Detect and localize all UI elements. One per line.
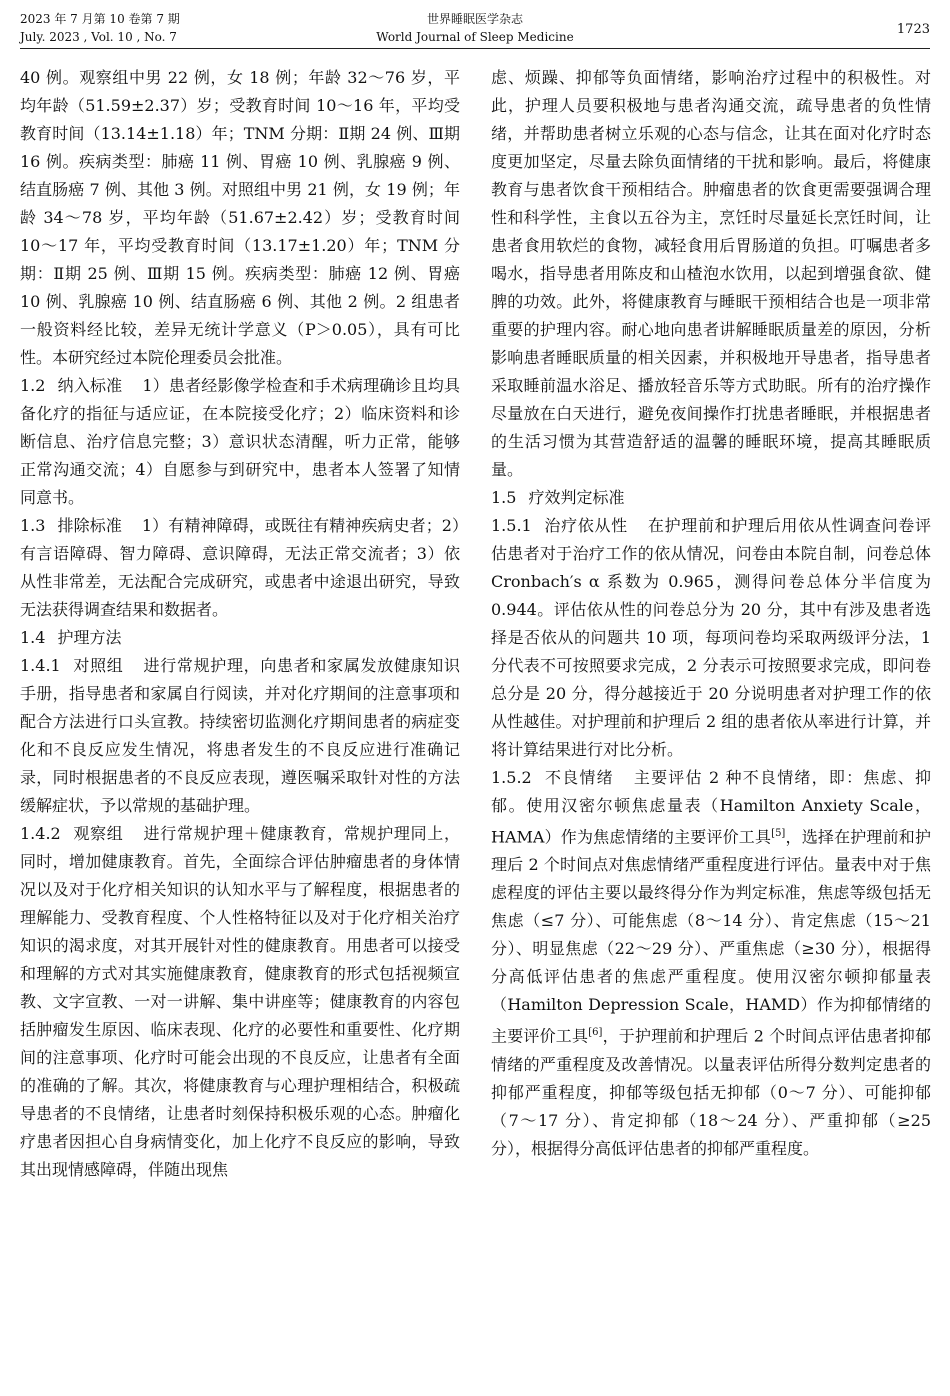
left-column	[20, 64, 460, 1184]
page-number: 1723	[896, 22, 930, 37]
section-title: 治疗依从性	[543, 516, 628, 535]
section-1-4	[20, 624, 460, 652]
section-body: 1）患者经影像学检查和手术病理确诊且均具备化疗的指征与适应证，在本院接受化疗；2）临床资料和诊断信息、治疗信息完整；3）意识状态清醒，听力正常，能够正常沟通交流；4）自愿参与到研究中，患者本人签署了知情同意书。	[20, 376, 460, 507]
section-1-5	[491, 484, 931, 512]
section-1-2	[20, 372, 460, 512]
section-1-4-2	[20, 820, 460, 1184]
section-body: 进行常规护理，向患者和家属发放健康知识手册，指导患者和家属自行阅读，并对化疗期间的注意事项和配合方法进行口头宣教。持续密切监测化疗期间患者的病症变化和不良反应发生情况，将患者发生的不良反应进行准确记录，同时根据患者的不良反应表现，遵医嘱采取针对性的方法缓解症状，予以常规的基础护理。	[20, 656, 460, 815]
section-body-cont: ，选择在护理前和护理后 2 个时间点对焦虑情绪严重程度进行评估。量表中对于焦虑程度的评估主要以最终得分作为判定标准，焦虑等级包括无焦虑（≤7 分）、可能焦虑（8～14 分）、肯定焦虑（15～21 分）、明显焦虑（22～29 分）、严重焦虑（≥30 分），根据得分高低评估患者的焦虑严重程度。使用汉密尔顿抑郁量表（Hamilton Depression Scale，HAMD）作为抑郁情绪的主要评价工具	[491, 827, 931, 1046]
section-title: 观察组	[72, 824, 124, 843]
section-1-3	[20, 512, 460, 624]
header-issue-en: July. 2023 , Vol. 10 , No. 7	[20, 30, 177, 44]
section-title: 排除标准	[57, 516, 122, 535]
section-1-4-1	[20, 652, 460, 820]
journal-title-en: World Journal of Sleep Medicine	[376, 30, 574, 44]
running-header	[20, 10, 930, 49]
section-title: 疗效判定标准	[528, 488, 625, 507]
section-number: 1.5.1	[491, 516, 532, 535]
citation-ref-5: [5]	[771, 828, 786, 839]
section-number: 1.4	[20, 628, 46, 647]
section-number: 1.5	[491, 488, 517, 507]
paragraph-general-data: 40 例。观察组中男 22 例，女 18 例；年龄 32～76 岁，平均年龄（51.59±2.37）岁；受教育时间 10～16 年，平均受教育时间（13.14±1.18）年；TNM 分期：Ⅱ期 24 例、Ⅲ期 16 例。疾病类型：肺癌 11 例、胃癌 10 例、乳腺癌 9 例、结直肠癌 7 例、其他 3 例。对照组中男 21 例，女 19 例；年龄 34～78 岁，平均年龄（51.67±2.42）岁；受教育时间 10～17 年，平均受教育时间（13.17±1.20）年；TNM 分期：Ⅱ期 25 例、Ⅲ期 15 例。疾病类型：肺癌 12 例、胃癌 10 例、乳腺癌 10 例、结直肠癌 6 例、其他 2 例。2 组患者一般资料经比较，差异无统计学意义（P＞0.05），具有可比性。本研究经过本院伦理委员会批准。	[20, 68, 460, 367]
paragraph-continued: 虑、烦躁、抑郁等负面情绪，影响治疗过程中的积极性。对此，护理人员要积极地与患者沟通交流，疏导患者的负性情绪，并帮助患者树立乐观的心态与信念，让其在面对化疗时态度更加坚定，尽量去除负面情绪的干扰和影响。最后，将健康教育与患者饮食干预相结合。肿瘤患者的饮食更需要强调合理性和科学性，主食以五谷为主，烹饪时尽量延长烹饪时间，让患者食用软烂的食物，减轻食用后胃肠道的负担。叮嘱患者多喝水，指导患者用陈皮和山楂泡水饮用，以起到增强食欲、健脾的功效。此外，将健康教育与睡眠干预相结合也是一项非常重要的护理内容。耐心地向患者讲解睡眠质量差的原因，分析影响患者睡眠质量的相关因素，并积极地开导患者，指导患者采取睡前温水浴足、播放轻音乐等方式助眠。所有的治疗操作尽量放在白天进行，避免夜间操作打扰患者睡眠，并根据患者的生活习惯为其营造舒适的温馨的睡眠环境，提高其睡眠质量。	[491, 68, 931, 479]
citation-ref-6: [6]	[588, 1027, 603, 1039]
section-title: 纳入标准	[57, 376, 123, 395]
section-body: 1）有精神障碍，或既往有精神疾病史者；2）有言语障碍、智力障碍、意识障碍，无法正常交流者；3）依从性非常差，无法配合完成研究，或患者中途退出研究，导致无法获得调查结果和数据者。	[20, 516, 460, 619]
section-title: 不良情绪	[543, 768, 614, 787]
section-number: 1.5.2	[491, 768, 532, 787]
section-title: 护理方法	[57, 628, 122, 647]
right-column	[491, 64, 931, 1163]
section-body: 主要评估 2 种不良情绪，即：焦虑、抑郁。使用汉密尔顿焦虑量表（Hamilton Anxiety Scale，HAMA）作为焦虑情绪的主要评价工具	[491, 768, 931, 847]
section-body: 在护理前和护理后用依从性调查问卷评估患者对于治疗工作的依从情况，问卷由本院自制，问卷总体 Cronbach′s α 系数为 0.965，测得问卷总体分半信度为 0.944。评估依从性的问卷总分为 20 分，其中有涉及患者选择是否依从的问题共 10 项，每项问卷均采取两级评分法，1 分代表不可按照要求完成，2 分表示可按照要求完成，即问卷总分是 20 分，得分越接近于 20 分说明患者对护理工作的依从性越佳。对护理前和护理后 2 组的患者依从率进行计算，并将计算结果进行对比分析。	[491, 516, 931, 759]
section-number: 1.2	[20, 376, 46, 395]
section-1-5-2	[491, 764, 931, 1163]
header-issue-cn: 2023 年 7 月第 10 卷第 7 期	[20, 12, 180, 26]
section-number: 1.4.1	[20, 656, 61, 675]
section-1-5-1	[491, 512, 931, 764]
section-body: 进行常规护理＋健康教育，常规护理同上，同时，增加健康教育。首先，全面综合评估肿瘤患者的身体情况以及对于化疗相关知识的认知水平与了解程度，根据患者的理解能力、受教育程度、个人性格特征以及对于化疗相关治疗知识的渴求度，对其开展针对性的健康教育。用患者可以接受和理解的方式对其实施健康教育，健康教育的形式包括视频宣教、文字宣教、一对一讲解、集中讲座等；健康教育的内容包括肿瘤发生原因、临床表现、化疗的必要性和重要性、化疗期间的注意事项、化疗时可能会出现的不良反应，让患者有全面的准确的了解。其次，将健康教育与心理护理相结合，积极疏导患者的不良情绪，让患者时刻保持积极乐观的心态。肿瘤化疗患者因担心自身病情变化，加上化疗不良反应的影响，导致其出现情感障碍，伴随出现焦	[20, 824, 460, 1179]
section-title: 对照组	[72, 656, 124, 675]
section-body-cont: ，于护理前和护理后 2 个时间点评估患者抑郁情绪的严重程度及改善情况。以量表评估所得分数判定患者的抑郁严重程度，抑郁等级包括无抑郁（0～7 分）、可能抑郁（7～17 分）、肯定抑郁（18～24 分）、严重抑郁（≥25 分），根据得分高低评估患者的抑郁严重程度。	[491, 1026, 931, 1158]
section-number: 1.3	[20, 516, 46, 535]
section-number: 1.4.2	[20, 824, 61, 843]
journal-title-cn: 世界睡眠医学杂志	[426, 12, 523, 26]
header-journal-title	[20, 10, 930, 46]
